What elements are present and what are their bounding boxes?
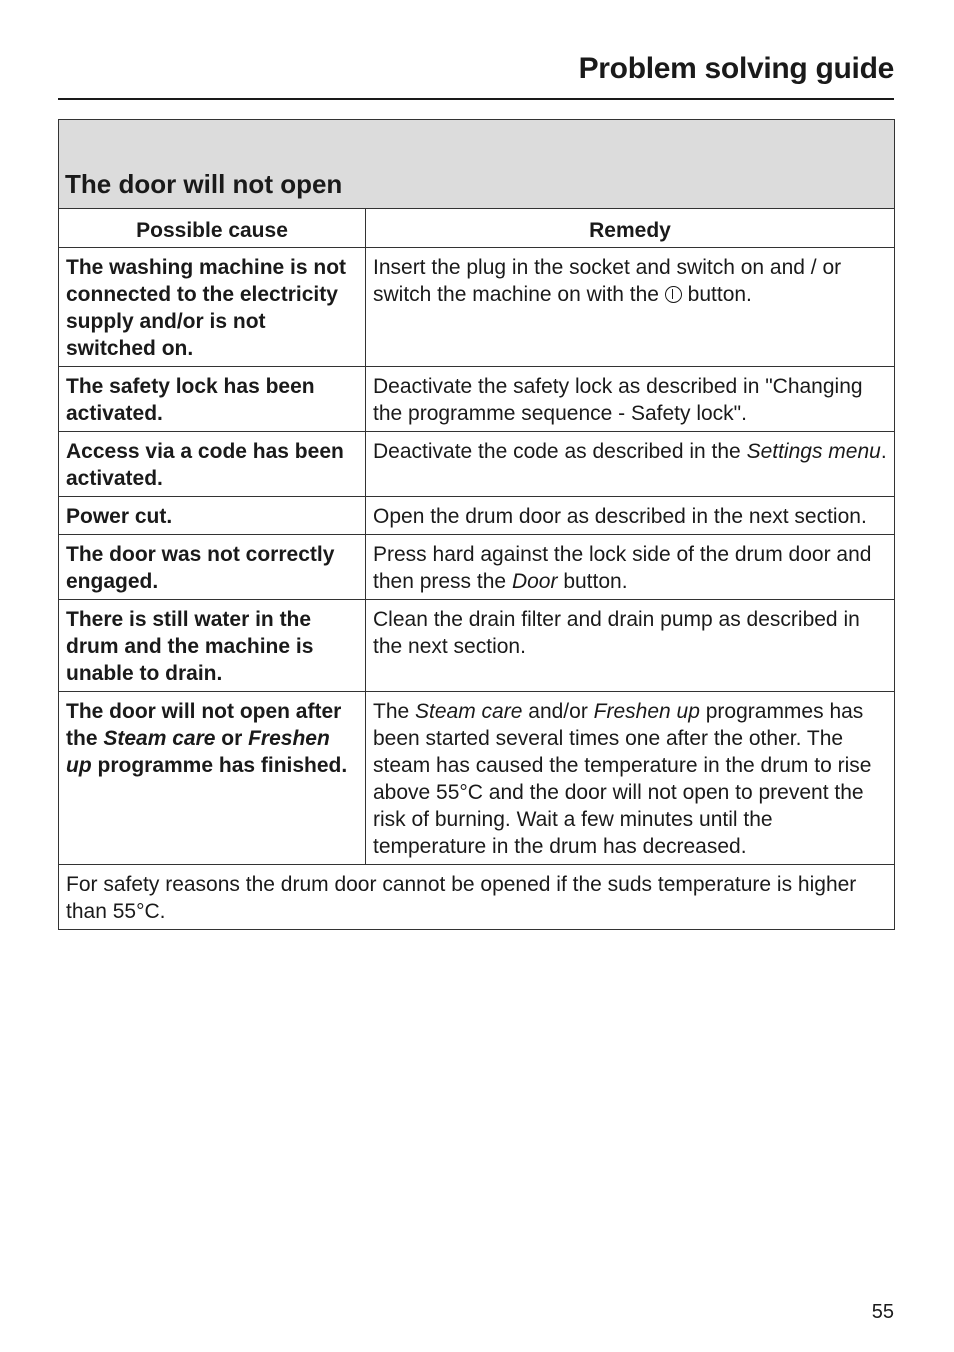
cause-text: or bbox=[221, 727, 243, 750]
note-row bbox=[59, 865, 895, 930]
safety-note: For safety reasons the drum door cannot be opened if the suds temperature is higher than 55°C. bbox=[59, 865, 895, 930]
cause-text: The door will not open after the bbox=[66, 700, 342, 750]
button-name: Door bbox=[511, 570, 558, 593]
remedy-cell bbox=[366, 692, 895, 865]
remedy-text: Insert the plug in the socket and switch on and / or switch the machine on with the bbox=[373, 256, 842, 306]
remedy-cell: Open the drum door as described in the next section. bbox=[366, 497, 895, 535]
cause-cell: Access via a code has been activated. bbox=[59, 432, 366, 497]
cause-text: programme has finished. bbox=[97, 754, 348, 777]
table-row bbox=[59, 367, 895, 432]
remedy-cell: Clean the drain filter and drain pump as described in the next section. bbox=[366, 600, 895, 692]
remedy-text: and/or bbox=[528, 700, 588, 723]
table-row bbox=[59, 248, 895, 367]
programme-name: Steam care bbox=[103, 727, 216, 750]
remedy-text: programmes has been started several times one after the other. The steam has caused the temperature in the drum to rise above 55°C and the door will not open to prevent the risk of burning. Wait a few minutes until the temperature in the drum has decreased. bbox=[373, 700, 872, 858]
cause-cell bbox=[59, 692, 366, 865]
problem-table bbox=[58, 119, 895, 930]
page-title: Problem solving guide bbox=[578, 52, 894, 85]
remedy-cell bbox=[366, 432, 895, 497]
remedy-text: . bbox=[880, 440, 887, 463]
remedy-cell bbox=[366, 248, 895, 367]
table-row bbox=[59, 535, 895, 600]
programme-name: Steam care bbox=[415, 700, 523, 723]
power-icon bbox=[665, 286, 682, 303]
cause-cell: The door was not correctly engaged. bbox=[59, 535, 366, 600]
table-row bbox=[59, 692, 895, 865]
cause-cell: Power cut. bbox=[59, 497, 366, 535]
programme-name: Freshen up bbox=[593, 700, 700, 723]
cause-cell: The safety lock has been activated. bbox=[59, 367, 366, 432]
column-header-cause: Possible cause bbox=[59, 209, 366, 248]
cause-cell: The washing machine is not connected to the electricity supply and/or is not switched on. bbox=[59, 248, 366, 367]
menu-name: Settings menu bbox=[746, 440, 881, 463]
column-header-row bbox=[59, 209, 895, 248]
page-number: 55 bbox=[871, 1301, 894, 1323]
remedy-cell bbox=[366, 535, 895, 600]
table-row bbox=[59, 432, 895, 497]
remedy-text: Press hard against the lock side of the drum door and then press the bbox=[373, 543, 872, 593]
remedy-text: button. bbox=[687, 283, 752, 306]
remedy-text: The bbox=[373, 700, 410, 723]
section-title: The door will not open bbox=[59, 120, 895, 209]
table-row bbox=[59, 497, 895, 535]
remedy-text: Deactivate the code as described in the bbox=[373, 440, 741, 463]
cause-cell: There is still water in the drum and the machine is unable to drain. bbox=[59, 600, 366, 692]
title-divider bbox=[58, 98, 894, 100]
remedy-text: button. bbox=[563, 570, 628, 593]
table-row bbox=[59, 600, 895, 692]
programme-name: Freshen up bbox=[66, 727, 330, 777]
column-header-remedy: Remedy bbox=[366, 209, 895, 248]
remedy-cell: Deactivate the safety lock as described in "Changing the programme sequence - Safety lock". bbox=[366, 367, 895, 432]
section-header-row bbox=[59, 120, 895, 209]
